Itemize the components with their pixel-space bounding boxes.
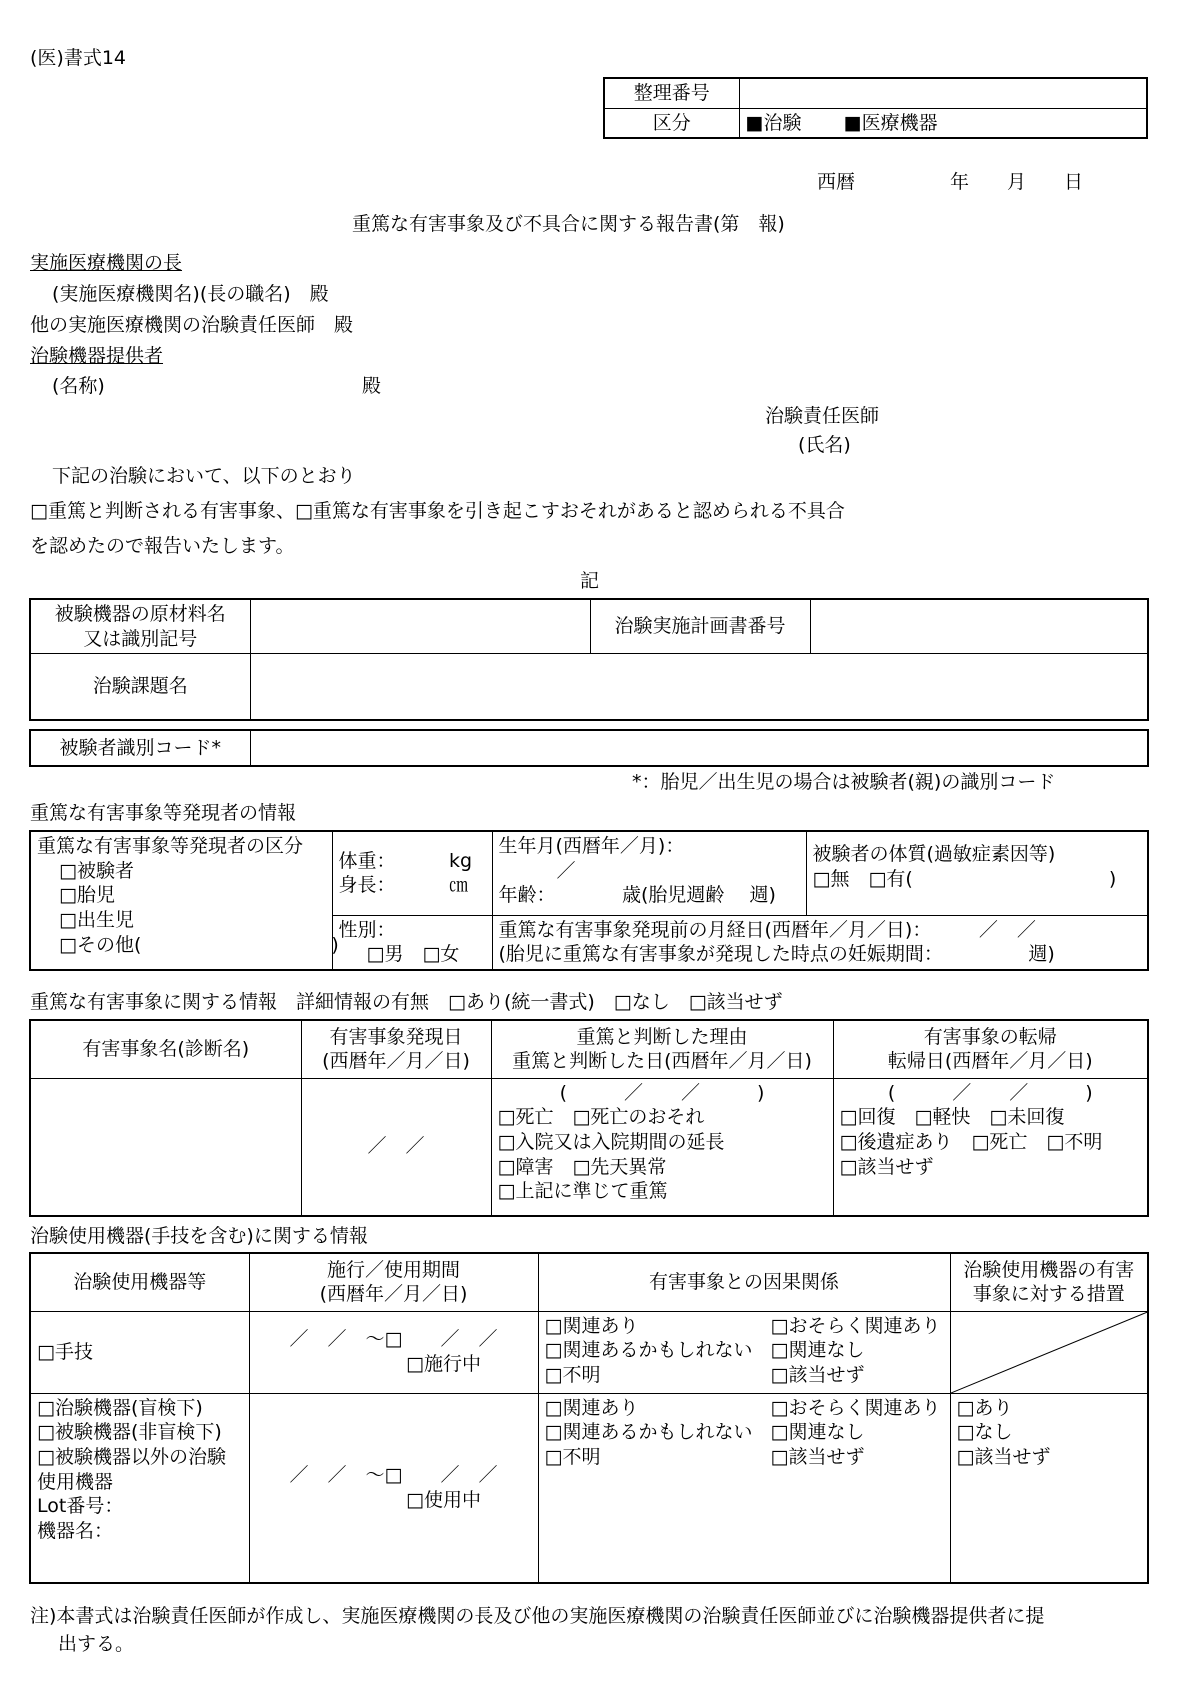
footnote-line-2: 出する。 <box>58 1633 135 1655</box>
device-test-openlabel[interactable]: □被験機器(非盲検下) <box>37 1421 222 1444</box>
procedure-ongoing[interactable]: □施行中 <box>406 1353 481 1375</box>
devuse-section-title: 治験使用機器(手技を含む)に関する情報 <box>30 1225 368 1247</box>
class-trial[interactable]: ■治験 <box>745 111 802 134</box>
ae-name-header: 有害事象名(診断名) <box>30 1020 301 1078</box>
subject-code-field[interactable] <box>250 730 1148 766</box>
category-subject[interactable]: □被験者 <box>59 859 134 882</box>
procedure-causal-probably[interactable]: □おそらく関連あり <box>770 1314 941 1337</box>
body-measure-cell <box>332 831 492 915</box>
plan-number-label: 治験実施計画書番号 <box>590 599 810 654</box>
procedure-causal-na[interactable]: □該当せず <box>770 1363 865 1386</box>
procedure-measure-na-cell <box>950 1311 1148 1393</box>
device-causal-related[interactable]: □関連あり <box>544 1396 639 1419</box>
ae-reason-disability[interactable]: □障害 □先天異常 <box>497 1155 667 1178</box>
subject-code-label: 被験者識別コード* <box>30 730 250 766</box>
birth-value[interactable]: ／ <box>556 859 576 882</box>
sex-cell <box>332 915 492 970</box>
patient-table <box>29 830 1149 971</box>
sender-name: (氏名) <box>798 434 851 456</box>
ki-heading: 記 <box>580 570 600 592</box>
devuse-causal-header: 有害事象との因果関係 <box>538 1253 950 1311</box>
device-causal-cell <box>538 1393 950 1583</box>
device-measure-cell <box>950 1393 1148 1583</box>
device-period-cell <box>249 1393 538 1583</box>
body-line-1: 下記の治験において、以下のとおり <box>52 465 356 487</box>
procedure-period-cell <box>249 1311 538 1393</box>
device-measure-yes[interactable]: □あり <box>956 1396 1013 1419</box>
date-line: 西暦 年 月 日 <box>817 171 1084 193</box>
category-label: 重篤な有害事象等発現者の区分 <box>37 835 304 857</box>
menstrual-cell <box>492 915 1148 970</box>
device-in-use[interactable]: □使用中 <box>406 1488 481 1511</box>
device-investigational-blind[interactable]: □治験機器(盲検下) <box>37 1396 203 1419</box>
sender-title: 治験責任医師 <box>765 405 880 427</box>
subject-field[interactable] <box>250 654 1148 720</box>
procedure-causal-unknown[interactable]: □不明 <box>544 1363 601 1386</box>
ae-reason-date[interactable]: ( ／ ／ ) <box>559 1081 765 1104</box>
procedure-period[interactable]: ／ ／ ～□ ／ ／ <box>289 1328 498 1351</box>
category-fetus[interactable]: □胎児 <box>59 884 115 907</box>
age-field[interactable]: 年齢： 歳(胎児週齢 週) <box>498 884 776 907</box>
class-options <box>739 108 1147 138</box>
plan-number-field[interactable] <box>810 599 1148 654</box>
class-device[interactable]: ■医療機器 <box>843 111 938 134</box>
device-measure-na[interactable]: □該当せず <box>956 1445 1051 1468</box>
device-causal-na[interactable]: □該当せず <box>770 1445 865 1468</box>
category-cell <box>30 831 339 970</box>
devuse-measure-header: 治験使用機器の有害 事象に対する措置 <box>950 1253 1148 1311</box>
material-field[interactable] <box>250 599 590 654</box>
device-causal-probably[interactable]: □おそらく関連あり <box>770 1396 941 1419</box>
device-other[interactable]: □被験機器以外の治験 <box>37 1445 226 1468</box>
device-cell <box>30 1393 249 1583</box>
procedure-causal-possibly[interactable]: □関連あるかもしれない <box>544 1339 753 1362</box>
birth-label: 生年月(西暦年／月)： <box>498 835 685 857</box>
device-name-field[interactable]: 機器名： <box>37 1519 114 1542</box>
sex-options[interactable]: □男 □女 <box>366 943 460 966</box>
ae-reason-header: 重篤と判断した理由 重篤と判断した日(西暦年／月／日) <box>491 1020 833 1078</box>
ae-reason-death[interactable]: □死亡 □死亡のおそれ <box>497 1106 705 1129</box>
ae-outcome-sequelae[interactable]: □後遺症あり □死亡 □不明 <box>839 1130 1103 1153</box>
ae-outcome-date[interactable]: ( ／ ／ ) <box>887 1081 1093 1104</box>
device-lot-field[interactable]: Lot番号： <box>37 1495 124 1518</box>
constitution-options[interactable]: □無 □有( ) <box>812 867 1117 890</box>
addressee-other-investigator: 他の実施医療機関の治験責任医師 殿 <box>30 314 354 336</box>
class-label: 区分 <box>604 108 739 138</box>
procedure-causal-related[interactable]: □関連あり <box>544 1314 639 1337</box>
device-causal-not[interactable]: □関連なし <box>770 1421 865 1444</box>
addressee-head-title: 実施医療機関の長 <box>30 252 183 274</box>
ae-reason-cell <box>491 1078 833 1216</box>
ae-onset-field[interactable]: ／ ／ <box>301 1078 491 1216</box>
procedure-causal-not[interactable]: □関連なし <box>770 1339 865 1362</box>
ae-table <box>29 1019 1149 1217</box>
device-period[interactable]: ／ ／ ～□ ／ ／ <box>289 1464 498 1487</box>
subject-code-table <box>29 729 1149 767</box>
device-causal-possibly[interactable]: □関連あるかもしれない <box>544 1421 753 1444</box>
constitution-label: 被験者の体質(過敏症素因等) <box>812 843 1056 865</box>
form-number: (医)書式14 <box>30 47 127 69</box>
admin-box <box>603 77 1148 139</box>
devuse-table <box>29 1252 1149 1584</box>
device-causal-unknown[interactable]: □不明 <box>544 1445 601 1468</box>
ae-reason-hospital[interactable]: □入院又は入院期間の延長 <box>497 1130 725 1153</box>
footnote-line-1: 注)本書式は治験責任医師が作成し、実施医療機関の長及び他の実施医療機関の治験責任医師並びに治験機器提供者に提 <box>30 1605 1045 1627</box>
body-line-3: を認めたので報告いたします。 <box>30 535 295 557</box>
document-title: 重篤な有害事象及び不具合に関する報告書(第 報) <box>352 213 785 235</box>
sex-label: 性別： <box>338 918 396 941</box>
devuse-period-header: 施行／使用期間 (西暦年／月／日) <box>249 1253 538 1311</box>
birth-age-cell <box>492 831 806 915</box>
last-period-field[interactable]: 重篤な有害事象発現前の月経日(西暦年／月／日)： ／ ／ <box>498 918 1036 941</box>
ae-section-title: 重篤な有害事象に関する情報 詳細情報の有無 □あり(統一書式) □なし □該当せず <box>30 991 783 1013</box>
procedure-label[interactable]: □手技 <box>30 1311 249 1393</box>
procedure-causal-cell <box>538 1311 950 1393</box>
addressee-provider-name: (名称) <box>52 375 105 397</box>
weight-field[interactable]: 体重： kg <box>338 849 473 872</box>
addressee-head-name: (実施医療機関名)(長の職名) 殿 <box>52 283 329 305</box>
subject-label: 治験課題名 <box>30 654 250 720</box>
ae-outcome-recovery[interactable]: □回復 □軽快 □未回復 <box>839 1106 1065 1129</box>
height-field[interactable]: 身長： ㎝ <box>338 874 469 897</box>
ref-number-field[interactable] <box>739 78 1147 108</box>
ae-onset-header: 有害事象発現日 (西暦年／月／日) <box>301 1020 491 1078</box>
ref-number-label: 整理番号 <box>604 78 739 108</box>
constitution-cell <box>806 831 1148 915</box>
patient-section-title: 重篤な有害事象等発現者の情報 <box>30 802 297 824</box>
material-label: 被験機器の原材料名 又は識別記号 <box>30 599 250 654</box>
category-newborn[interactable]: □出生児 <box>59 909 134 932</box>
device-other-cont: 使用機器 <box>37 1470 114 1493</box>
ae-reason-similar[interactable]: □上記に準じて重篤 <box>497 1180 668 1203</box>
ae-outcome-na[interactable]: □該当せず <box>839 1155 934 1178</box>
body-line-2: □重篤と判断される有害事象、□重篤な有害事象を引き起こすおそれがあると認められる不具合 <box>30 500 845 522</box>
devuse-device-header: 治験使用機器等 <box>30 1253 249 1311</box>
addressee-provider-title: 治験機器提供者 <box>30 345 164 367</box>
subject-code-note: *：胎児／出生児の場合は被験者(親)の識別コード <box>632 771 1056 793</box>
diagonal-slash <box>951 1312 1148 1393</box>
ae-outcome-cell <box>833 1078 1148 1216</box>
ae-name-field[interactable] <box>30 1078 301 1216</box>
device-info-table <box>29 598 1149 721</box>
pregnancy-field[interactable]: (胎児に重篤な有害事象が発現した時点の妊娠期間： 週) <box>498 943 1055 966</box>
category-other[interactable]: □その他( ) <box>59 933 339 956</box>
ae-outcome-header: 有害事象の転帰 転帰日(西暦年／月／日) <box>833 1020 1148 1078</box>
addressee-provider-honorific: 殿 <box>362 375 382 397</box>
device-measure-no[interactable]: □なし <box>956 1421 1013 1444</box>
